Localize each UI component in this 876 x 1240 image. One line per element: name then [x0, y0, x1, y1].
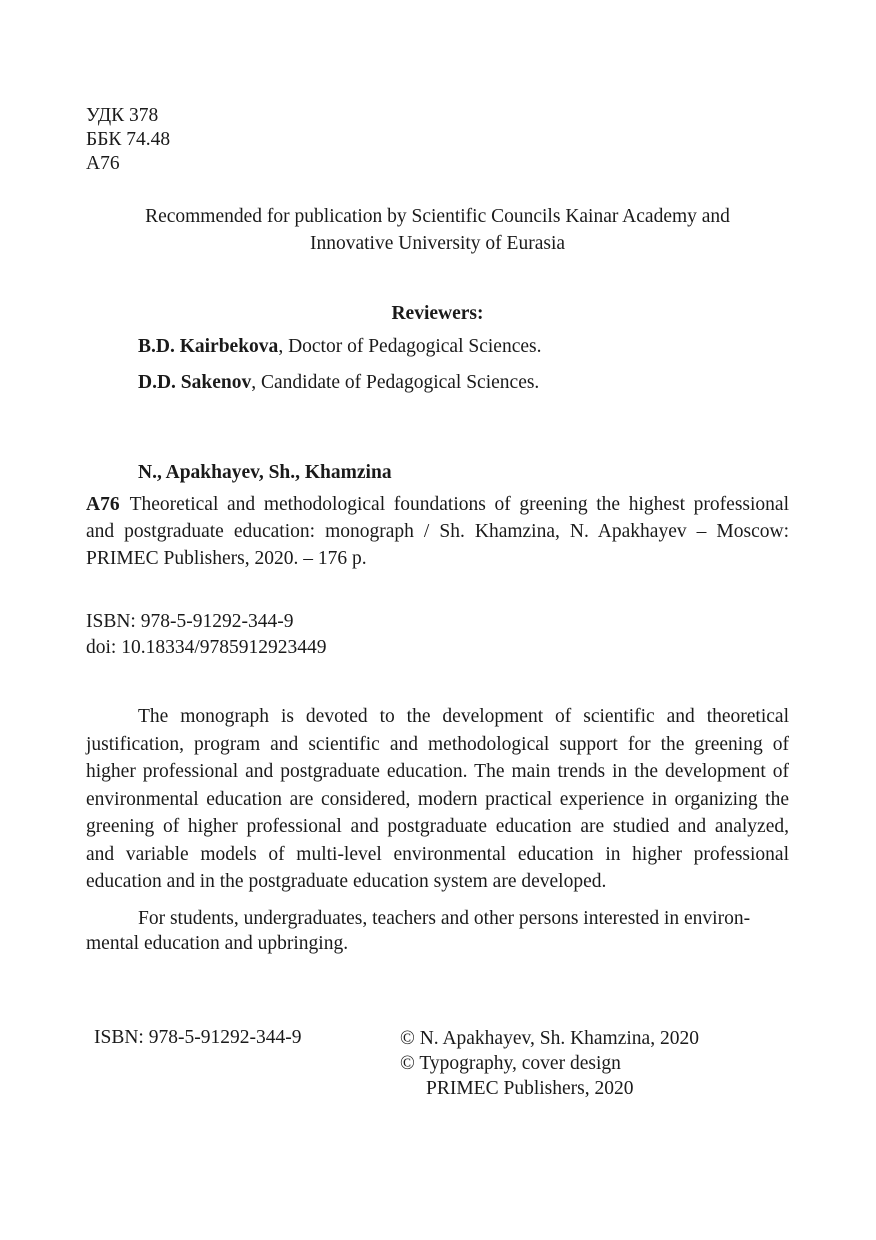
recommendation-line-2: Innovative University of Eurasia	[309, 233, 566, 254]
bibliographic-line-1	[86, 491, 789, 518]
audience-line-1: For students, undergraduates, teachers and other persons interested in environ-	[138, 908, 751, 929]
copyright-authors: © N. Apakhayev, Sh. Khamzina, 2020	[400, 1028, 699, 1049]
abstract-line: environmental education are considered, modern practical experience in organizing the	[86, 788, 789, 810]
abstract-line: higher professional and postgraduate education. The main trends in the development of	[86, 761, 789, 782]
abstract-line: The monograph is devoted to the development of scientific and theoretical	[138, 706, 789, 727]
bibliographic-line-3: PRIMEC Publishers, 2020. – 176 p.	[86, 548, 367, 569]
author-mark-code: А76	[86, 153, 120, 174]
abstract-line: education and in the postgraduate education system are developed.	[86, 871, 607, 892]
abstract-line: justification, program and scientific and methodological support for the greening of	[86, 733, 789, 755]
recommendation-note	[86, 203, 789, 257]
copyright-block	[400, 1026, 699, 1101]
recommendation-line-1: Recommended for publication by Scientific Councils Kainar Academy and	[145, 206, 730, 227]
reviewer-name: D.D. Sakenov	[138, 372, 252, 393]
audience-note	[86, 906, 789, 956]
bibliographic-line-2: and postgraduate education: monograph / Sh. Khamzina, N. Apakhayev – Moscow:	[86, 521, 789, 542]
abstract	[86, 703, 789, 896]
classification-codes	[86, 104, 170, 176]
reviewer-name: B.D. Kairbekova	[138, 336, 279, 357]
author-mark: A76	[86, 494, 120, 515]
bibliographic-authors: N., Apakhayev, Sh., Khamzina	[138, 462, 392, 483]
audience-line-2: mental education and upbringing.	[86, 933, 349, 954]
reviewer-degree: , Candidate of Pedagogical Sciences.	[251, 372, 540, 393]
bbk-code: ББК 74.48	[86, 129, 171, 150]
reviewer-entry	[138, 371, 539, 395]
abstract-line: greening of higher professional and postgraduate education are studied and analyzed,	[86, 816, 789, 837]
footer-isbn: ISBN: 978-5-91292-344-9	[94, 1027, 302, 1048]
identifiers	[86, 609, 327, 661]
abstract-line: and variable models of multi-level environmental education in higher professional	[86, 843, 789, 865]
copyright-publisher: PRIMEC Publishers, 2020	[426, 1078, 634, 1099]
bibliographic-record	[86, 491, 789, 572]
isbn: ISBN: 978-5-91292-344-9	[86, 611, 294, 632]
reviewers-heading: Reviewers:	[391, 303, 484, 324]
udk-code: УДК 378	[86, 105, 159, 126]
copyright-typography: © Typography, cover design	[400, 1053, 621, 1074]
doi: doi: 10.18334/9785912923449	[86, 637, 327, 658]
reviewer-entry	[138, 335, 541, 359]
reviewer-degree: , Doctor of Pedagogical Sciences.	[278, 336, 542, 357]
bibliographic-title: Theoretical and methodological foundations of greening the highest professional	[129, 494, 789, 515]
